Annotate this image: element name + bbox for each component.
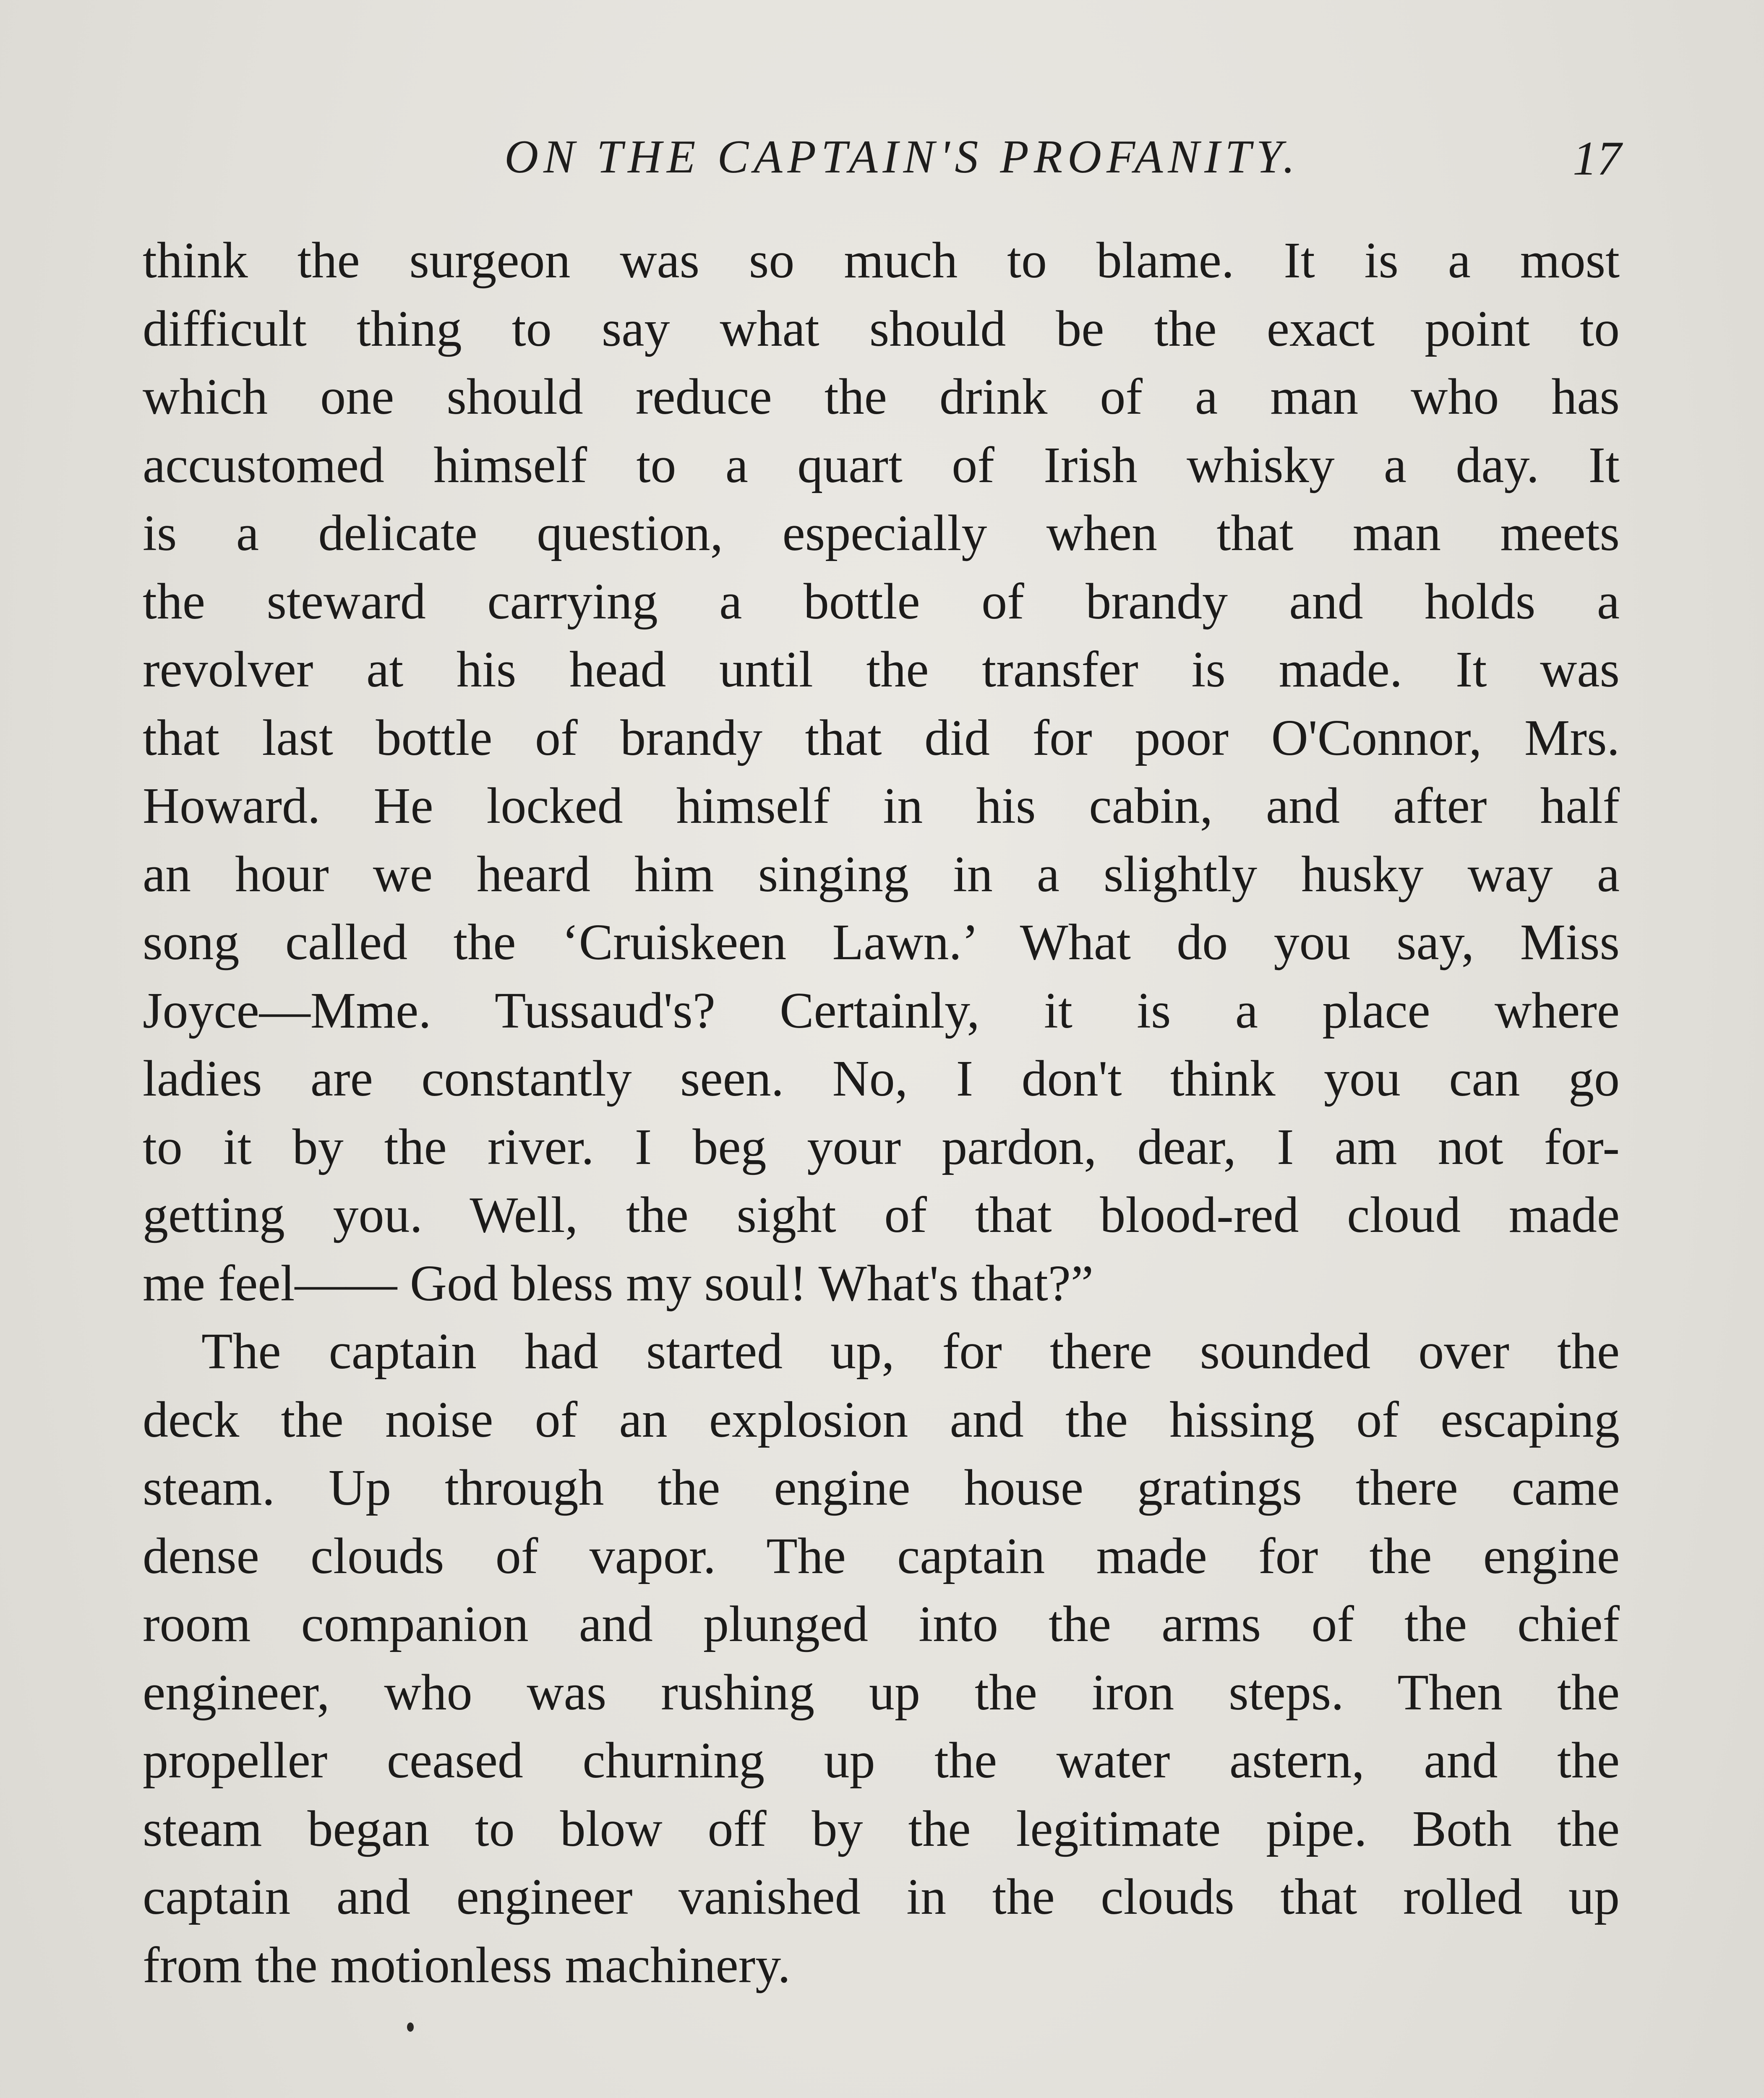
text-line: from the motionless machinery.: [143, 1936, 791, 1994]
text-line: the steward carrying a bottle of brandy and holds a: [143, 573, 1620, 630]
text-line: steam. Up through the engine house gratings there came: [143, 1459, 1620, 1516]
text-line: deck the noise of an explosion and the hissing of escaping: [143, 1391, 1620, 1448]
text-line: Joyce—Mme. Tussaud's? Certainly, it is a place where: [143, 982, 1620, 1039]
text-line: The captain had started up, for there sounded over the: [201, 1323, 1620, 1380]
text-line: me feel—— God bless my soul! What's that?”: [143, 1255, 1094, 1312]
running-head-title: ON THE CAPTAIN'S PROFANITY.: [504, 131, 1300, 183]
text-line: captain and engineer vanished in the clouds that rolled up: [143, 1868, 1620, 1925]
text-line: engineer, who was rushing up the iron steps. Then the: [143, 1664, 1620, 1721]
text-line: steam began to blow off by the legitimate pipe. Both the: [143, 1800, 1620, 1857]
text-line: song called the ‘Cruiskeen Lawn.’ What do you say, Miss: [143, 914, 1620, 971]
page-number: 17: [1573, 132, 1621, 185]
text-line: to it by the river. I beg your pardon, dear, I am not for-: [143, 1118, 1620, 1175]
body-text: [143, 227, 1620, 1999]
text-line: getting you. Well, the sight of that blood-red cloud made: [143, 1187, 1620, 1243]
text-line: Howard. He locked himself in his cabin, and after half: [143, 778, 1620, 834]
text-line: difficult thing to say what should be the exact point to: [143, 300, 1620, 357]
text-line: that last bottle of brandy that did for poor O'Connor, Mrs.: [143, 709, 1620, 766]
text-line: dense clouds of vapor. The captain made for the engine: [143, 1527, 1620, 1584]
paragraph: [143, 1318, 1620, 1999]
text-line: room companion and plunged into the arms of the chief: [143, 1596, 1620, 1652]
text-line: propeller ceased churning up the water astern, and the: [143, 1732, 1620, 1789]
text-line: think the surgeon was so much to blame. It is a most: [143, 232, 1620, 289]
text-line: is a delicate question, especially when that man meets: [143, 505, 1620, 561]
text-line: accustomed himself to a quart of Irish whisky a day. It: [143, 436, 1620, 493]
text-line: ladies are constantly seen. No, I don't think you can go: [143, 1050, 1620, 1107]
text-line: which one should reduce the drink of a man who has: [143, 368, 1620, 425]
ink-speck: [407, 2022, 414, 2032]
text-line: revolver at his head until the transfer is made. It was: [143, 641, 1620, 698]
paragraph: [143, 227, 1620, 1318]
text-line: an hour we heard him singing in a slightly husky way a: [143, 845, 1620, 903]
